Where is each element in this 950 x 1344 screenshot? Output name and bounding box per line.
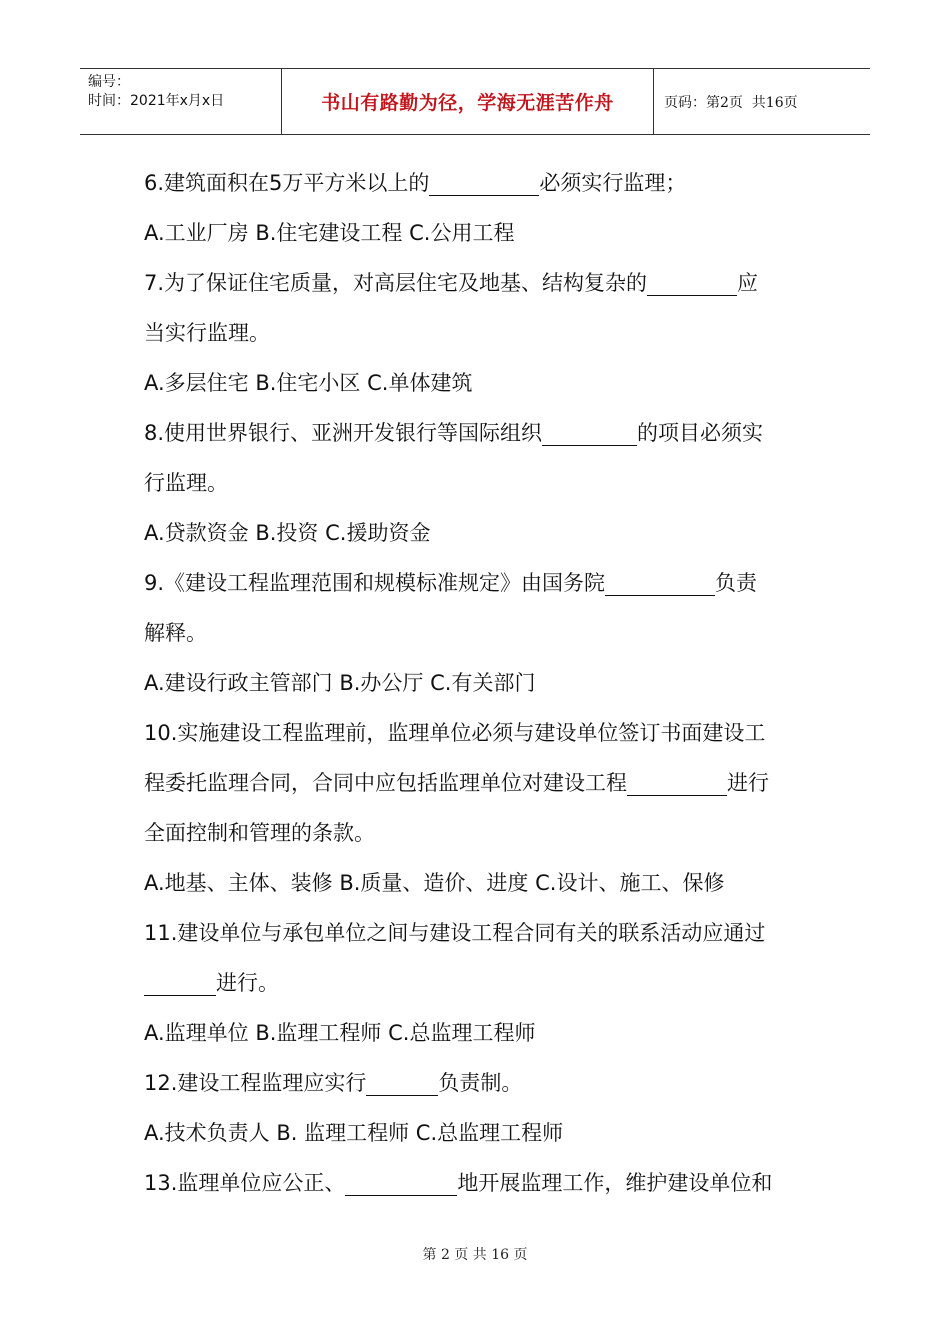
line-text: 11.建设单位与承包单位之间与建设工程合同有关的联系活动应通过: [144, 921, 766, 945]
line-text: 13.监理单位应公正、: [144, 1171, 346, 1195]
line-text: 12.建设工程监理应实行: [144, 1071, 367, 1095]
document-body: [144, 158, 816, 1208]
fill-in-blank: [345, 1167, 457, 1196]
fill-in-blank: [429, 167, 539, 196]
text-line: [144, 1158, 816, 1208]
text-line: [144, 658, 816, 708]
text-line: [144, 158, 816, 208]
fill-in-blank: [627, 767, 727, 796]
text-line: [144, 608, 816, 658]
text-line: [144, 558, 816, 608]
line-text: A.技术负责人 B. 监理工程师 C.总监理工程师: [144, 1121, 564, 1145]
line-text: 程委托监理合同，合同中应包括监理单位对建设工程: [144, 771, 627, 795]
line-text: 全面控制和管理的条款。: [144, 821, 375, 845]
line-text: A.多层住宅 B.住宅小区 C.单体建筑: [144, 371, 473, 395]
line-text-after-blank: 进行。: [216, 971, 279, 995]
header-motto: 书山有路勤为径，学海无涯苦作舟: [282, 69, 654, 134]
line-text-after-blank: 进行: [727, 771, 769, 795]
text-line: [144, 1108, 816, 1158]
fill-in-blank: [647, 267, 737, 296]
text-line: [144, 958, 816, 1008]
text-line: [144, 408, 816, 458]
line-text: 8.使用世界银行、亚洲开发银行等国际组织: [144, 421, 543, 445]
text-line: [144, 308, 816, 358]
header-page-info-text: 页码：第2页 共16页: [664, 94, 798, 111]
fill-in-blank: [366, 1067, 438, 1096]
text-line: [144, 508, 816, 558]
text-line: [144, 358, 816, 408]
line-text: 9.《建设工程监理范围和规模标准规定》由国务院: [144, 571, 606, 595]
text-line: [144, 1058, 816, 1108]
fill-in-blank: [542, 417, 637, 446]
line-text-after-blank: 必须实行监理；: [539, 171, 687, 195]
text-line: [144, 808, 816, 858]
line-text: 10.实施建设工程监理前，监理单位必须与建设单位签订书面建设工: [144, 721, 766, 745]
line-text-after-blank: 地开展监理工作，维护建设单位和: [457, 1171, 773, 1195]
text-line: [144, 908, 816, 958]
line-text: 7.为了保证住宅质量，对高层住宅及地基、结构复杂的: [144, 271, 648, 295]
line-text-after-blank: 负责制。: [438, 1071, 523, 1095]
line-text: A.地基、主体、装修 B.质量、造价、进度 C.设计、施工、保修: [144, 871, 725, 895]
line-text: A.建设行政主管部门 B.办公厅 C.有关部门: [144, 671, 536, 695]
line-text: A.工业厂房 B.住宅建设工程 C.公用工程: [144, 221, 515, 245]
line-text: 6.建筑面积在5万平方米以上的: [144, 171, 430, 195]
header-page-info: [654, 69, 870, 134]
text-line: [144, 858, 816, 908]
line-text-after-blank: 的项目必须实: [637, 421, 764, 445]
page-header: [80, 68, 870, 135]
page-footer: [0, 1244, 950, 1264]
document-number-label: 编号：: [88, 74, 130, 90]
fill-in-blank: [144, 967, 216, 996]
line-text: A.监理单位 B.监理工程师 C.总监理工程师: [144, 1021, 536, 1045]
text-line: [144, 708, 816, 758]
text-line: [144, 208, 816, 258]
text-line: [144, 1008, 816, 1058]
document-time-label: 时间：2021年x月x日: [88, 93, 225, 109]
text-line: [144, 458, 816, 508]
line-text-after-blank: 应: [737, 271, 759, 295]
line-text: 当实行监理。: [144, 321, 270, 345]
line-text: 解释。: [144, 621, 207, 645]
footer-page-number: 第 2 页 共 16 页: [422, 1247, 528, 1263]
text-line: [144, 258, 816, 308]
line-text: A.贷款资金 B.投资 C.援助资金: [144, 521, 431, 545]
header-meta: [80, 69, 282, 134]
line-text: 行监理。: [144, 471, 228, 495]
line-text-after-blank: 负责: [715, 571, 758, 595]
fill-in-blank: [605, 567, 715, 596]
text-line: [144, 758, 816, 808]
